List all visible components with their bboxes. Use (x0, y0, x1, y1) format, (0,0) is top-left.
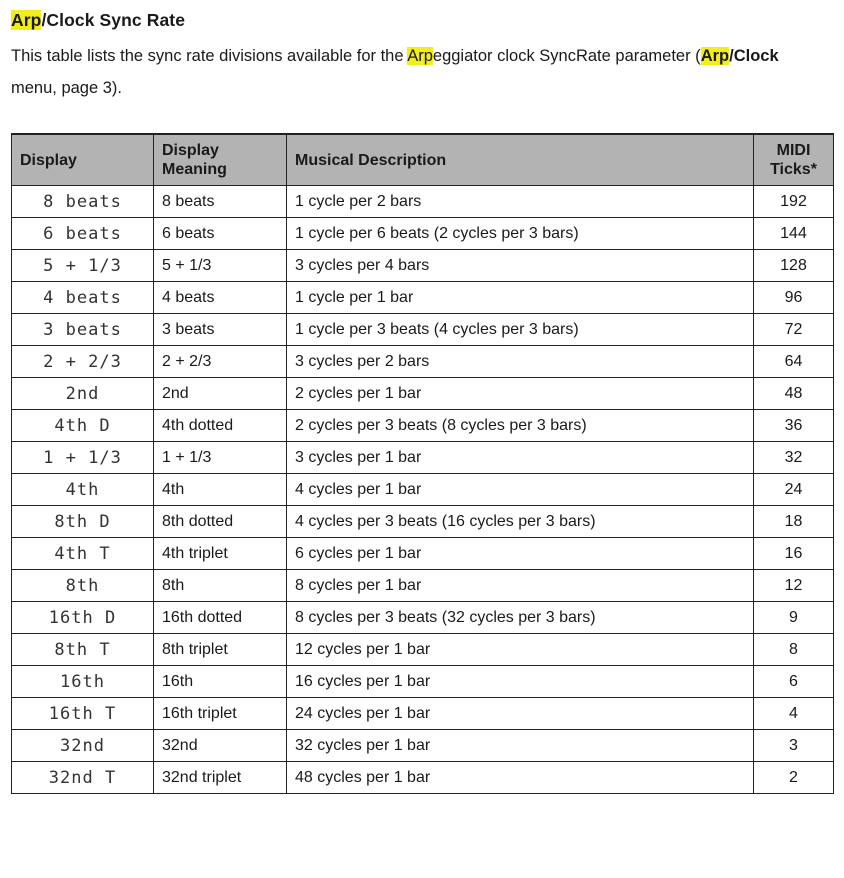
display-cell: 16th D (12, 602, 154, 634)
display-cell: 8th D (12, 506, 154, 538)
description-cell: 2 cycles per 1 bar (287, 378, 754, 410)
display-cell: 8 beats (12, 186, 154, 218)
ticks-cell: 2 (754, 762, 834, 794)
table-row (12, 218, 834, 250)
display-cell: 3 beats (12, 314, 154, 346)
table-row (12, 666, 834, 698)
description-cell: 6 cycles per 1 bar (287, 538, 754, 570)
display-cell: 32nd (12, 730, 154, 762)
table-row (12, 538, 834, 570)
display-cell: 16th (12, 666, 154, 698)
meaning-cell: 1 + 1/3 (154, 442, 287, 474)
intro-text-1: This table lists the sync rate divisions available for the (11, 47, 408, 65)
table-row (12, 730, 834, 762)
sync-rate-table (11, 133, 834, 794)
table-header-row (12, 134, 834, 186)
ticks-cell: 192 (754, 186, 834, 218)
ticks-cell: 72 (754, 314, 834, 346)
ticks-cell: 36 (754, 410, 834, 442)
intro-paragraph (11, 40, 821, 104)
description-cell: 8 cycles per 3 beats (32 cycles per 3 bars) (287, 602, 754, 634)
meaning-cell: 16th dotted (154, 602, 287, 634)
table-row (12, 346, 834, 378)
meaning-cell: 4th (154, 474, 287, 506)
ticks-cell: 12 (754, 570, 834, 602)
meaning-cell: 32nd triplet (154, 762, 287, 794)
meaning-cell: 4th dotted (154, 410, 287, 442)
table-row (12, 474, 834, 506)
display-cell: 4th D (12, 410, 154, 442)
display-cell: 4th (12, 474, 154, 506)
description-cell: 3 cycles per 1 bar (287, 442, 754, 474)
description-cell: 4 cycles per 1 bar (287, 474, 754, 506)
ticks-cell: 24 (754, 474, 834, 506)
display-cell: 4th T (12, 538, 154, 570)
table-row (12, 506, 834, 538)
display-cell: 32nd T (12, 762, 154, 794)
table-row (12, 282, 834, 314)
ticks-cell: 6 (754, 666, 834, 698)
table-row (12, 762, 834, 794)
header-musical-description: Musical Description (287, 134, 754, 186)
description-cell: 1 cycle per 6 beats (2 cycles per 3 bars) (287, 218, 754, 250)
table-row (12, 314, 834, 346)
description-cell: 12 cycles per 1 bar (287, 634, 754, 666)
intro-text-2: eggiator clock SyncRate parameter ( (432, 47, 701, 65)
table-row (12, 442, 834, 474)
description-cell: 24 cycles per 1 bar (287, 698, 754, 730)
header-display: Display (12, 134, 154, 186)
table-body (12, 186, 834, 794)
intro-text-3: menu, page 3). (11, 79, 122, 97)
ticks-cell: 128 (754, 250, 834, 282)
ticks-cell: 8 (754, 634, 834, 666)
display-cell: 2nd (12, 378, 154, 410)
display-cell: 5 + 1/3 (12, 250, 154, 282)
table-row (12, 602, 834, 634)
table-row (12, 570, 834, 602)
description-cell: 16 cycles per 1 bar (287, 666, 754, 698)
description-cell: 2 cycles per 3 beats (8 cycles per 3 bars) (287, 410, 754, 442)
menu-name-rest: /Clock (729, 47, 779, 65)
display-cell: 6 beats (12, 218, 154, 250)
ticks-cell: 48 (754, 378, 834, 410)
description-cell: 1 cycle per 1 bar (287, 282, 754, 314)
ticks-cell: 9 (754, 602, 834, 634)
table-row (12, 634, 834, 666)
header-display-meaning: Display Meaning (154, 134, 287, 186)
section-heading (11, 8, 185, 32)
meaning-cell: 3 beats (154, 314, 287, 346)
meaning-cell: 8th triplet (154, 634, 287, 666)
intro-highlight: Arp (407, 47, 433, 65)
description-cell: 8 cycles per 1 bar (287, 570, 754, 602)
display-cell: 4 beats (12, 282, 154, 314)
display-cell: 8th (12, 570, 154, 602)
meaning-cell: 2nd (154, 378, 287, 410)
meaning-cell: 4th triplet (154, 538, 287, 570)
description-cell: 3 cycles per 4 bars (287, 250, 754, 282)
ticks-cell: 3 (754, 730, 834, 762)
meaning-cell: 8th (154, 570, 287, 602)
ticks-cell: 96 (754, 282, 834, 314)
description-cell: 48 cycles per 1 bar (287, 762, 754, 794)
meaning-cell: 2 + 2/3 (154, 346, 287, 378)
meaning-cell: 32nd (154, 730, 287, 762)
ticks-cell: 144 (754, 218, 834, 250)
meaning-cell: 4 beats (154, 282, 287, 314)
meaning-cell: 6 beats (154, 218, 287, 250)
meaning-cell: 8 beats (154, 186, 287, 218)
table-row (12, 698, 834, 730)
display-cell: 16th T (12, 698, 154, 730)
table-row (12, 378, 834, 410)
table-row (12, 410, 834, 442)
description-cell: 1 cycle per 2 bars (287, 186, 754, 218)
description-cell: 4 cycles per 3 beats (16 cycles per 3 bars) (287, 506, 754, 538)
header-midi-ticks: MIDI Ticks* (754, 134, 834, 186)
display-cell: 1 + 1/3 (12, 442, 154, 474)
description-cell: 32 cycles per 1 bar (287, 730, 754, 762)
ticks-cell: 64 (754, 346, 834, 378)
display-cell: 2 + 2/3 (12, 346, 154, 378)
description-cell: 3 cycles per 2 bars (287, 346, 754, 378)
meaning-cell: 16th triplet (154, 698, 287, 730)
ticks-cell: 18 (754, 506, 834, 538)
table-row (12, 250, 834, 282)
display-cell: 8th T (12, 634, 154, 666)
meaning-cell: 5 + 1/3 (154, 250, 287, 282)
description-cell: 1 cycle per 3 beats (4 cycles per 3 bars) (287, 314, 754, 346)
meaning-cell: 8th dotted (154, 506, 287, 538)
menu-name-highlight: Arp (700, 47, 730, 65)
ticks-cell: 32 (754, 442, 834, 474)
meaning-cell: 16th (154, 666, 287, 698)
ticks-cell: 16 (754, 538, 834, 570)
heading-rest: /Clock Sync Rate (41, 10, 186, 30)
table-row (12, 186, 834, 218)
heading-highlight: Arp (11, 10, 42, 30)
ticks-cell: 4 (754, 698, 834, 730)
